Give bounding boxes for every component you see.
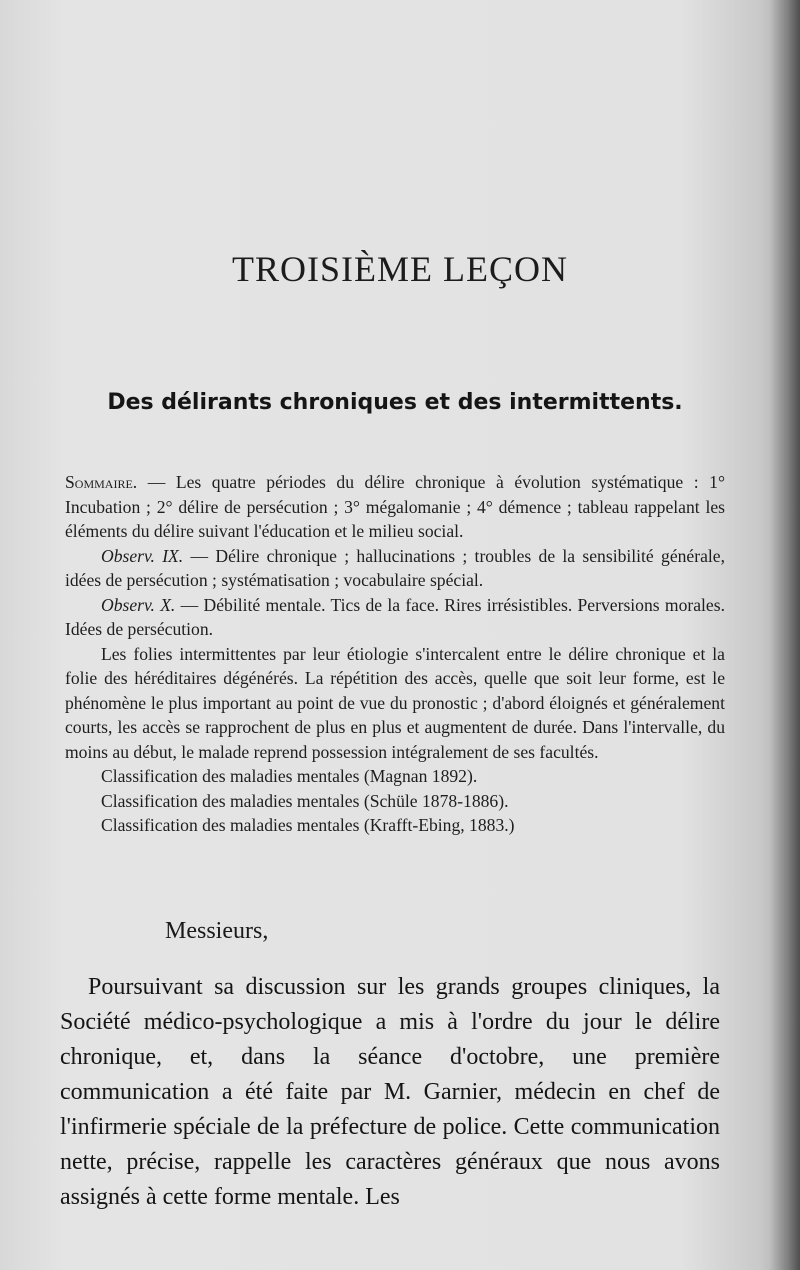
observation-x-text: — Débilité mentale. Tics de la face. Rires irrésistibles. Perversions morales. Idées de persécution. [65,594,725,639]
observation-x-label: Observ. X. [101,594,176,615]
summary-block [65,470,725,838]
classification-schule: Classification des maladies mentales (Schüle 1878-1886). [101,790,509,811]
observation-x [65,593,725,642]
summary-intro [65,470,725,544]
body-paragraph: Poursuivant sa discussion sur les grands groupes cliniques, la Société médico-psychologique a mis à l'ordre du jour le délire chronique, et, dans la séance d'octobre, une première communication a été faite par M. Garnier, médecin en chef de l'infirmerie spéciale de la préfecture de police. Cette communication nette, précise, rappelle les caractères généraux que nous avons assignés à cette forme mentale. Les [60,974,720,1210]
observation-ix-text: — Délire chronique ; hallucinations ; troubles de la sensibilité générale, idées de persécution ; systématisation ; vocabulaire spécial. [65,545,725,590]
summary-label: Sommaire. [65,472,138,492]
intermittent-paragraph: Les folies intermittentes par leur étiologie s'intercalent entre le délire chronique et la folie des héréditaires dégénérés. La répétition des accès, quelle que soit leur forme, est le phénomène le plus important au point de vue du pronostic ; d'abord éloignés et généralement courts, les accès se rapprochent de plus en plus et augmentent de durée. Dans l'intervalle, du moins au début, le malade reprend possession intégralement de ses facultés. [65,643,725,762]
observation-ix [65,544,725,593]
page-spine-shadow [770,0,800,1270]
lesson-title: TROISIÈME LEÇON [232,249,568,289]
summary-intro-text: — Les quatre périodes du délire chronique à évolution systématique : 1° Incubation ; 2° délire de persécution ; 3° mégalomanie ; 4° démence ; tableau rappelant les éléments du délire suivant l'éducation et le milieu social. [65,472,725,541]
observation-ix-label: Observ. IX. [101,545,184,566]
classification-magnan: Classification des maladies mentales (Magnan 1892). [101,766,478,786]
classification-krafft-ebing: Classification des maladies mentales (Krafft-Ebing, 1883.) [101,815,515,835]
salutation: Messieurs, [165,918,269,944]
chapter-subtitle: Des délirants chroniques et des intermittents. [107,390,683,415]
